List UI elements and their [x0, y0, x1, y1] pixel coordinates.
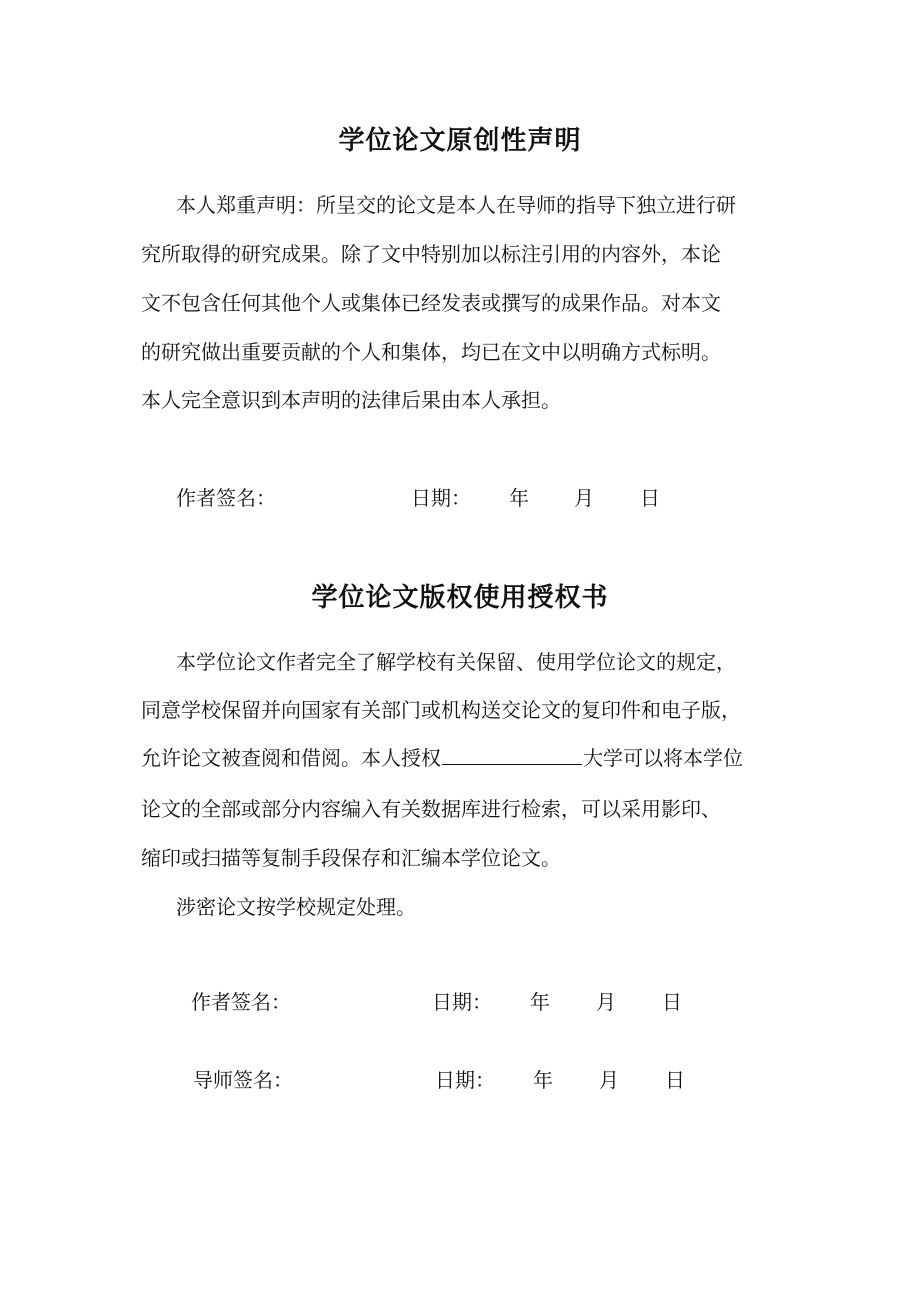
declaration-line: 本人郑重声明：所呈交的论文是本人在导师的指导下独立进行研 [176, 193, 736, 217]
authorization-line: 涉密论文按学校规定处理。 [176, 895, 416, 919]
year-label-2: 年 [530, 990, 550, 1014]
declaration-line: 的研究做出重要贡献的个人和集体，均已在文中以明确方式标明。 [141, 340, 721, 364]
university-name-blank[interactable] [442, 746, 582, 765]
year-label: 年 [509, 486, 529, 510]
authorization-line: 本学位论文作者完全了解学校有关保留、使用学位论文的规定， [176, 650, 736, 674]
authorization-line-3-end: 大学可以将本学位 [583, 746, 743, 770]
date-label-3: 日期： [435, 1068, 495, 1092]
declaration-line: 文不包含任何其他个人或集体已经发表或撰写的成果作品。对本文 [141, 291, 721, 315]
day-label: 日 [640, 486, 660, 510]
supervisor-signature-label: 导师签名： [193, 1068, 293, 1092]
author-signature-label: 作者签名： [176, 486, 276, 510]
day-label-3: 日 [665, 1068, 685, 1092]
day-label-2: 日 [662, 990, 682, 1014]
date-label-2: 日期： [432, 990, 492, 1014]
year-label-3: 年 [533, 1068, 553, 1092]
month-label-2: 月 [596, 990, 616, 1014]
authorization-line-3 [141, 746, 743, 770]
author-signature-label-2: 作者签名： [191, 990, 291, 1014]
date-label: 日期： [411, 486, 471, 510]
month-label-3: 月 [599, 1068, 619, 1092]
authorization-line: 缩印或扫描等复制手段保存和汇编本学位论文。 [141, 846, 561, 870]
declaration-line: 究所取得的研究成果。除了文中特别加以标注引用的内容外，本论 [141, 242, 721, 266]
authorization-line: 论文的全部或部分内容编入有关数据库进行检索，可以采用影印、 [141, 797, 721, 821]
declaration-title: 学位论文原创性声明 [338, 126, 582, 156]
authorization-line: 同意学校保留并向国家有关部门或机构送交论文的复印件和电子版， [141, 698, 741, 722]
authorization-line-3-start: 允许论文被查阅和借阅。本人授权 [141, 746, 441, 770]
month-label: 月 [574, 486, 594, 510]
authorization-title: 学位论文版权使用授权书 [311, 583, 609, 613]
declaration-line: 本人完全意识到本声明的法律后果由本人承担。 [141, 388, 561, 412]
